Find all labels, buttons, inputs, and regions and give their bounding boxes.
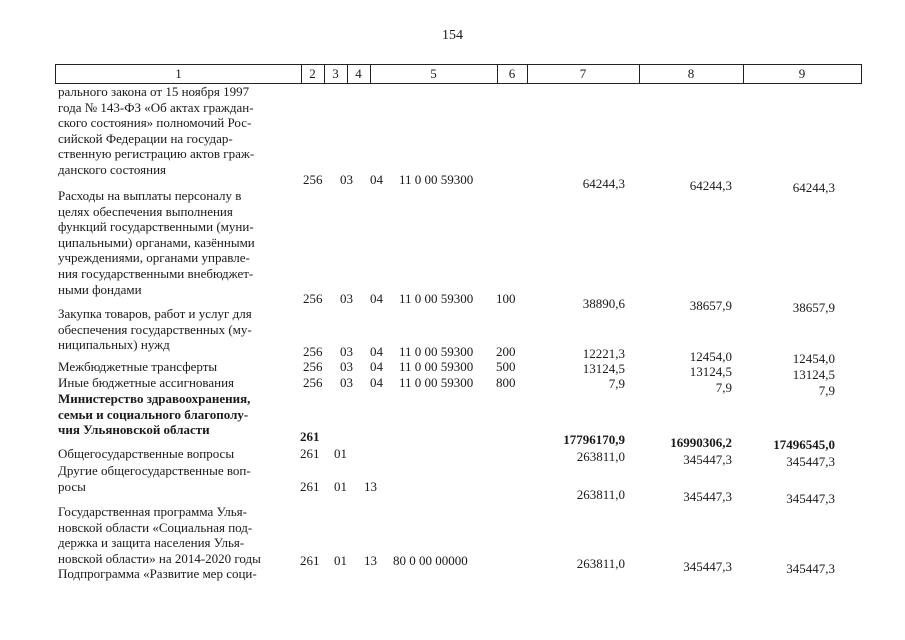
cell-c8: 16990306,2 — [670, 435, 732, 450]
cell-c3: 01 — [334, 553, 347, 568]
header-col-5: 5 — [430, 66, 437, 81]
cell-c7: 263811,0 — [576, 487, 625, 502]
row-description: Министерство здравоохранения, семьи и социального благополу- чия Ульяновской области — [58, 391, 251, 438]
cell-c5: 80 0 00 00000 — [393, 553, 468, 568]
cell-c7: 64244,3 — [582, 176, 625, 191]
header-col-3: 3 — [332, 66, 339, 81]
header-col-1: 1 — [175, 66, 182, 81]
cell-c7: 7,9 — [608, 376, 625, 391]
cell-c9: 64244,3 — [792, 180, 835, 195]
cell-c8: 13124,5 — [689, 364, 732, 379]
cell-c7: 13124,5 — [582, 361, 625, 376]
header-col-6: 6 — [508, 66, 516, 81]
row-description: Иные бюджетные ассигнования — [58, 375, 235, 390]
cell-c9: 345447,3 — [786, 454, 835, 469]
cell-c4: 13 — [364, 479, 377, 494]
page-number: 154 — [442, 28, 463, 43]
row-description: Подпрограмма «Развитие мер соци- — [58, 566, 257, 581]
cell-c4: 04 — [370, 375, 383, 390]
cell-c7: 38890,6 — [582, 296, 625, 311]
cell-c5: 11 0 00 59300 — [399, 359, 474, 374]
table-header — [55, 64, 862, 84]
cell-c3: 03 — [340, 291, 353, 306]
cell-c8: 64244,3 — [689, 178, 732, 193]
cell-c5: 11 0 00 59300 — [399, 344, 474, 359]
header-col-9: 9 — [798, 66, 806, 81]
cell-c9: 7,9 — [818, 383, 835, 398]
cell-c8: 345447,3 — [683, 452, 732, 467]
cell-c5: 11 0 00 59300 — [399, 375, 474, 390]
cell-c4: 04 — [370, 291, 383, 306]
cell-c5: 11 0 00 59300 — [399, 291, 474, 306]
cell-c5: 11 0 00 59300 — [399, 172, 474, 187]
cell-c7: 12221,3 — [582, 346, 625, 361]
row-description: Межбюджетные трансферты — [58, 359, 218, 374]
cell-c2: 256 — [303, 172, 323, 187]
row-description: Государственная программа Улья- новской области «Социальная под- держка и защита населения Улья- новской области» на 2014-2020 годы — [58, 504, 261, 566]
cell-c2: 261 — [300, 553, 320, 568]
cell-c4: 04 — [370, 172, 383, 187]
row-description: Другие общегосударственные воп- росы — [58, 463, 251, 494]
cell-c8: 38657,9 — [689, 298, 732, 313]
cell-c4: 04 — [370, 359, 383, 374]
cell-c2: 256 — [303, 359, 323, 374]
cell-c3: 03 — [340, 344, 353, 359]
cell-c6: 800 — [496, 375, 516, 390]
cell-c7: 263811,0 — [576, 556, 625, 571]
cell-c2: 256 — [303, 291, 323, 306]
cell-c3: 03 — [340, 172, 353, 187]
cell-c3: 01 — [334, 446, 347, 461]
cell-c3: 03 — [340, 375, 353, 390]
row-description: Общегосударственные вопросы — [58, 446, 235, 461]
cell-c8: 345447,3 — [683, 489, 732, 504]
cell-c4: 04 — [370, 344, 383, 359]
cell-c8: 7,9 — [715, 380, 732, 395]
cell-c7: 263811,0 — [576, 449, 625, 464]
row-description: рального закона от 15 ноября 1997 года № 143-ФЗ «Об актах граждан- ского состояния» полномочий Рос- сийской Федерации на государ- ственную регистрацию актов граж- данского состояния — [58, 84, 255, 177]
header-col-7: 7 — [579, 66, 587, 81]
cell-c6: 100 — [496, 291, 516, 306]
cell-c9: 12454,0 — [792, 351, 835, 366]
cell-c2: 261 — [300, 429, 320, 444]
cell-c6: 200 — [496, 344, 516, 359]
cell-c9: 38657,9 — [792, 300, 835, 315]
cell-c9: 345447,3 — [786, 491, 835, 506]
cell-c9: 345447,3 — [786, 561, 835, 576]
cell-c7: 17796170,9 — [563, 432, 625, 447]
cell-c6: 500 — [496, 359, 516, 374]
row-description: Расходы на выплаты персоналу в целях обеспечения выполнения функций государственными (муни- ципальными) органами, казёнными учреждениями, органами управле- ния государственными внебюджет- ными фондами — [58, 188, 255, 297]
cell-c3: 01 — [334, 479, 347, 494]
row-description: Закупка товаров, работ и услуг для обеспечения государственных (му- ниципальных) нужд — [58, 306, 252, 353]
header-col-4: 4 — [355, 66, 362, 81]
cell-c2: 256 — [303, 344, 323, 359]
cell-c2: 261 — [300, 446, 320, 461]
header-col-8: 8 — [687, 66, 695, 81]
cell-c2: 261 — [300, 479, 320, 494]
cell-c9: 17496545,0 — [773, 437, 835, 452]
header-col-2: 2 — [309, 66, 316, 81]
cell-c8: 12454,0 — [689, 349, 732, 364]
cell-c4: 13 — [364, 553, 377, 568]
cell-c9: 13124,5 — [792, 367, 835, 382]
cell-c2: 256 — [303, 375, 323, 390]
cell-c3: 03 — [340, 359, 353, 374]
cell-c8: 345447,3 — [683, 559, 732, 574]
